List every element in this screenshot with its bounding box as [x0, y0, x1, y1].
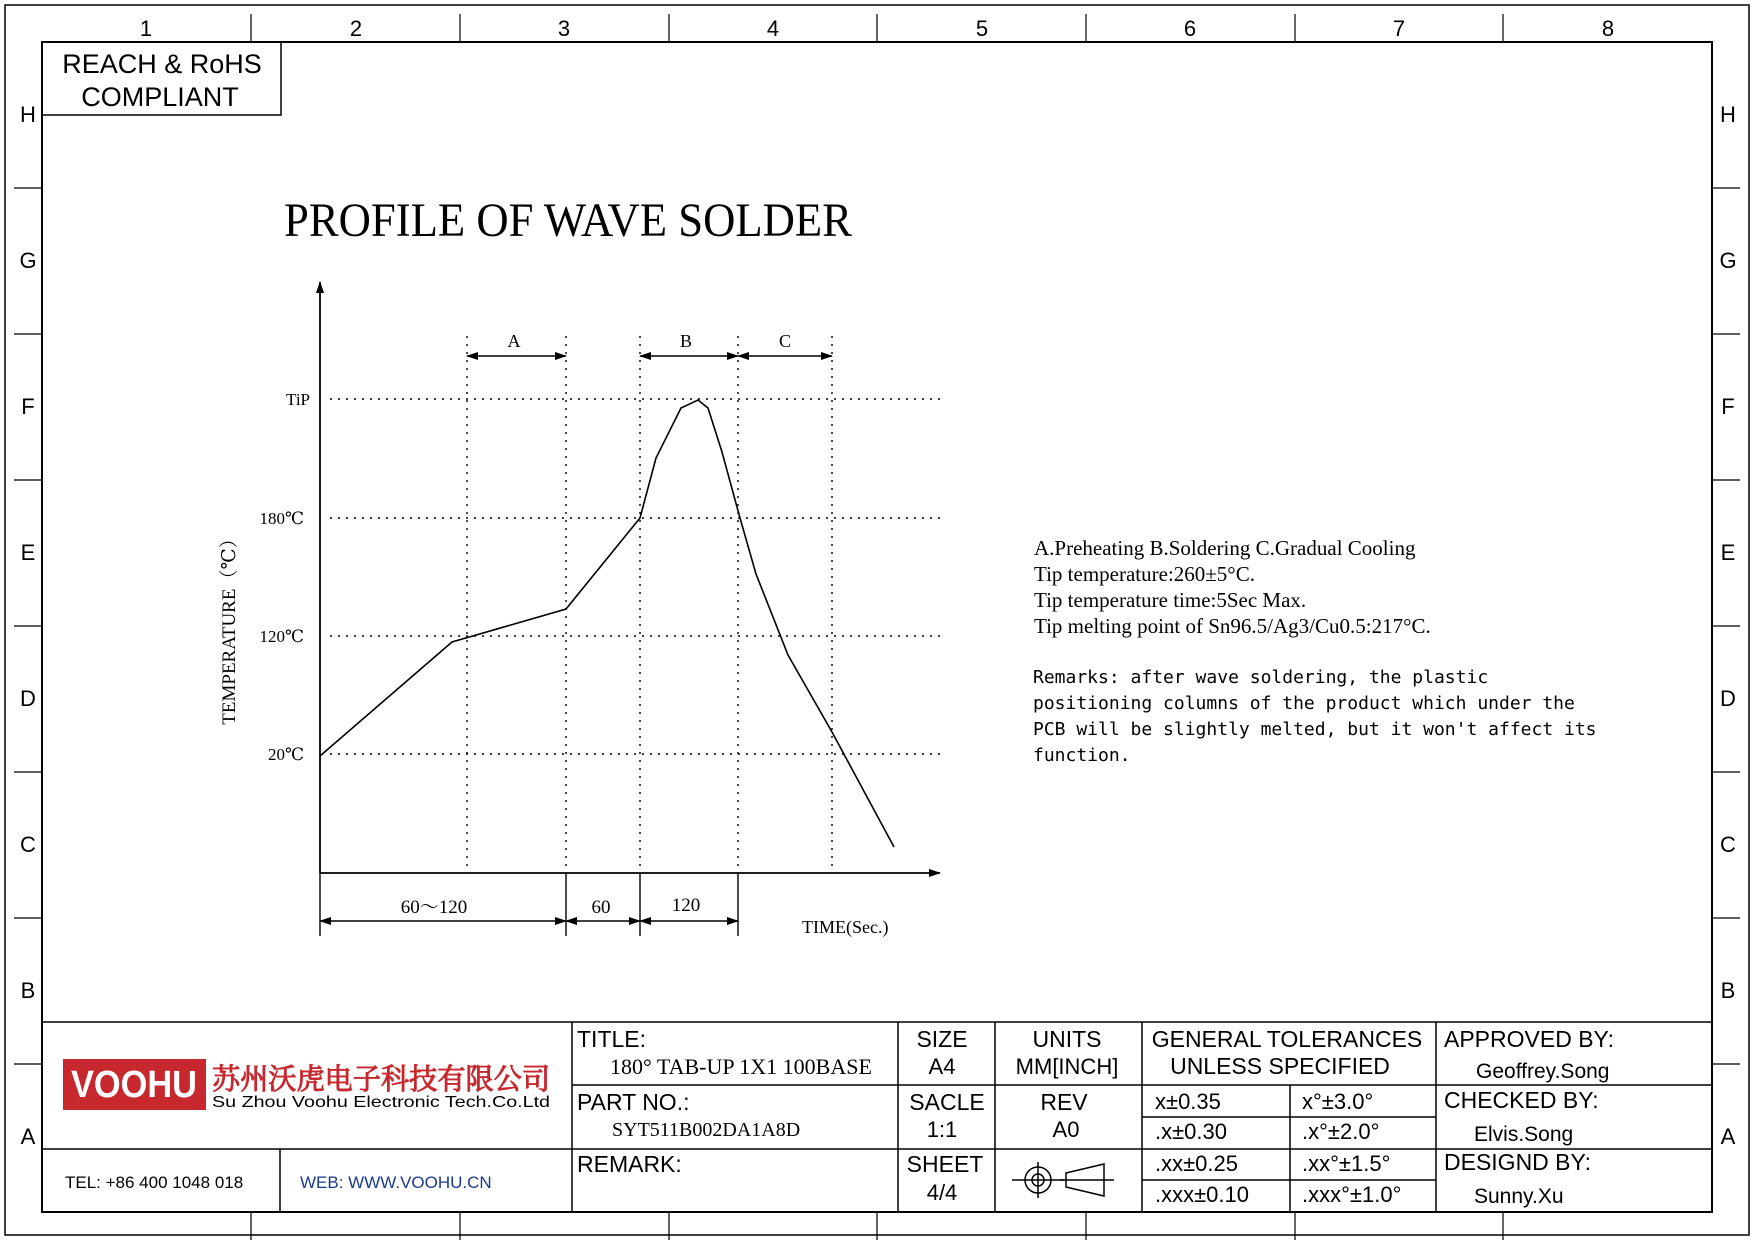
column-label-6: 6 — [1183, 16, 1197, 41]
checked-by-value: Elvis.Song — [1474, 1123, 1574, 1146]
tolerances-label-2: UNLESS SPECIFIED — [1170, 1053, 1390, 1079]
solder-profile-chart — [218, 282, 942, 938]
row-label-e-right: E — [1720, 540, 1736, 565]
time-segment-2: 60 — [591, 897, 611, 918]
column-label-4: 4 — [766, 16, 780, 41]
checked-by-label: CHECKED BY: — [1444, 1087, 1599, 1113]
tolerance-angular-1: .x°±2.0° — [1302, 1119, 1380, 1144]
company-name-cn: 苏州沃虎电子科技有限公司 — [212, 1064, 561, 1096]
row-label-f-right: F — [1721, 394, 1735, 419]
time-segment-3: 120 — [671, 895, 701, 916]
title-value: 180° TAB-UP 1X1 100BASE — [610, 1054, 872, 1079]
y-tick-120: 120℃ — [259, 627, 304, 646]
contact-tel: TEL: +86 400 1048 018 — [65, 1173, 244, 1192]
part-number-label: PART NO.: — [577, 1089, 690, 1115]
rev-value: A0 — [1052, 1117, 1080, 1142]
units-label: UNITS — [1032, 1026, 1102, 1052]
tolerance-angular-0: x°±3.0° — [1302, 1089, 1374, 1114]
note-line-3: Tip temperature time:5Sec Max. — [1034, 588, 1307, 612]
row-label-f-left: F — [21, 394, 35, 419]
row-label-d-left: D — [20, 686, 36, 711]
zone-label-a: A — [507, 331, 521, 351]
tolerance-linear-0: x±0.35 — [1155, 1089, 1221, 1114]
row-label-g-right: G — [1719, 248, 1737, 273]
zone-label-c: C — [778, 331, 792, 351]
company-name-en: Su Zhou Voohu Electronic Tech.Co.Ltd — [212, 1094, 550, 1111]
approved-by-label: APPROVED BY: — [1444, 1026, 1615, 1052]
tolerance-angular-3: .xxx°±1.0° — [1302, 1182, 1402, 1207]
column-label-7: 7 — [1392, 16, 1406, 41]
note-line-4: Tip melting point of Sn96.5/Ag3/Cu0.5:217°C. — [1034, 614, 1431, 638]
temperature-profile-line — [320, 400, 894, 847]
compliance-line-1: REACH & RoHS — [62, 49, 262, 79]
time-segment-1: 60～120 — [400, 897, 468, 918]
chart-grid — [330, 336, 942, 870]
y-tick-20: 20℃ — [267, 745, 304, 764]
remark-line-4: function. — [1033, 745, 1131, 766]
compliance-line-2: COMPLIANT — [81, 82, 239, 112]
note-line-2: Tip temperature:260±5°C. — [1034, 562, 1255, 586]
row-label-g-left: G — [19, 248, 37, 273]
size-label: SIZE — [916, 1026, 968, 1052]
row-label-e-left: E — [20, 540, 36, 565]
process-notes — [1034, 536, 1431, 638]
designed-by-label: DESIGND BY: — [1444, 1149, 1591, 1175]
remark-line-3: PCB will be slightly melted, but it won't affect its — [1033, 719, 1597, 740]
tolerance-linear-3: .xxx±0.10 — [1155, 1182, 1250, 1207]
tolerance-linear-1: .x±0.30 — [1155, 1119, 1228, 1144]
tolerances-label-1: GENERAL TOLERANCES — [1151, 1026, 1423, 1052]
projection-symbol-icon — [1012, 1162, 1114, 1198]
tolerance-linear-2: .xx±0.25 — [1155, 1151, 1239, 1176]
remark-line-2: positioning columns of the product which under the — [1033, 693, 1575, 714]
row-label-b-right: B — [1720, 978, 1736, 1003]
title-label: TITLE: — [577, 1026, 647, 1052]
scale-label: SACLE — [909, 1089, 985, 1115]
zone-label-b: B — [679, 331, 693, 351]
size-value: A4 — [928, 1054, 956, 1079]
y-axis-label: TEMPERATURE（℃） — [219, 529, 240, 725]
y-tick-tip: TiP — [286, 390, 310, 409]
column-label-2: 2 — [349, 16, 363, 41]
scale-value: 1:1 — [926, 1117, 958, 1142]
row-label-h-left: H — [20, 102, 36, 127]
part-number-value: SYT511B002DA1A8D — [612, 1119, 801, 1141]
row-label-c-right: C — [1720, 832, 1736, 857]
y-tick-180: 180℃ — [259, 509, 304, 528]
sheet-label: SHEET — [906, 1151, 984, 1177]
remark-label: REMARK: — [577, 1151, 682, 1177]
row-label-b-left: B — [20, 978, 36, 1003]
voohu-logo-text: VOOHU — [71, 1064, 197, 1106]
designed-by-value: Sunny.Xu — [1474, 1185, 1564, 1208]
rev-label: REV — [1040, 1089, 1088, 1115]
drawing-title: PROFILE OF WAVE SOLDER — [284, 194, 852, 247]
row-label-d-right: D — [1720, 686, 1736, 711]
column-label-8: 8 — [1601, 16, 1615, 41]
note-line-1: A.Preheating B.Soldering C.Gradual Cooling — [1034, 536, 1416, 560]
contact-web[interactable]: WEB: WWW.VOOHU.CN — [300, 1173, 492, 1192]
row-label-h-right: H — [1720, 102, 1736, 127]
column-label-3: 3 — [557, 16, 571, 41]
remark-line-1: Remarks: after wave soldering, the plastic — [1033, 667, 1489, 688]
sheet-value: 4/4 — [926, 1180, 958, 1205]
row-label-a-left: A — [20, 1124, 36, 1149]
row-label-c-left: C — [20, 832, 36, 857]
tolerance-angular-2: .xx°±1.5° — [1302, 1151, 1391, 1176]
x-axis-label: TIME(Sec.) — [802, 917, 889, 937]
approved-by-value: Geoffrey.Song — [1476, 1060, 1610, 1083]
units-value: MM[INCH] — [1015, 1054, 1119, 1079]
row-label-a-right: A — [1720, 1124, 1736, 1149]
column-label-1: 1 — [139, 16, 153, 41]
column-label-5: 5 — [975, 16, 989, 41]
remarks — [1033, 667, 1597, 766]
